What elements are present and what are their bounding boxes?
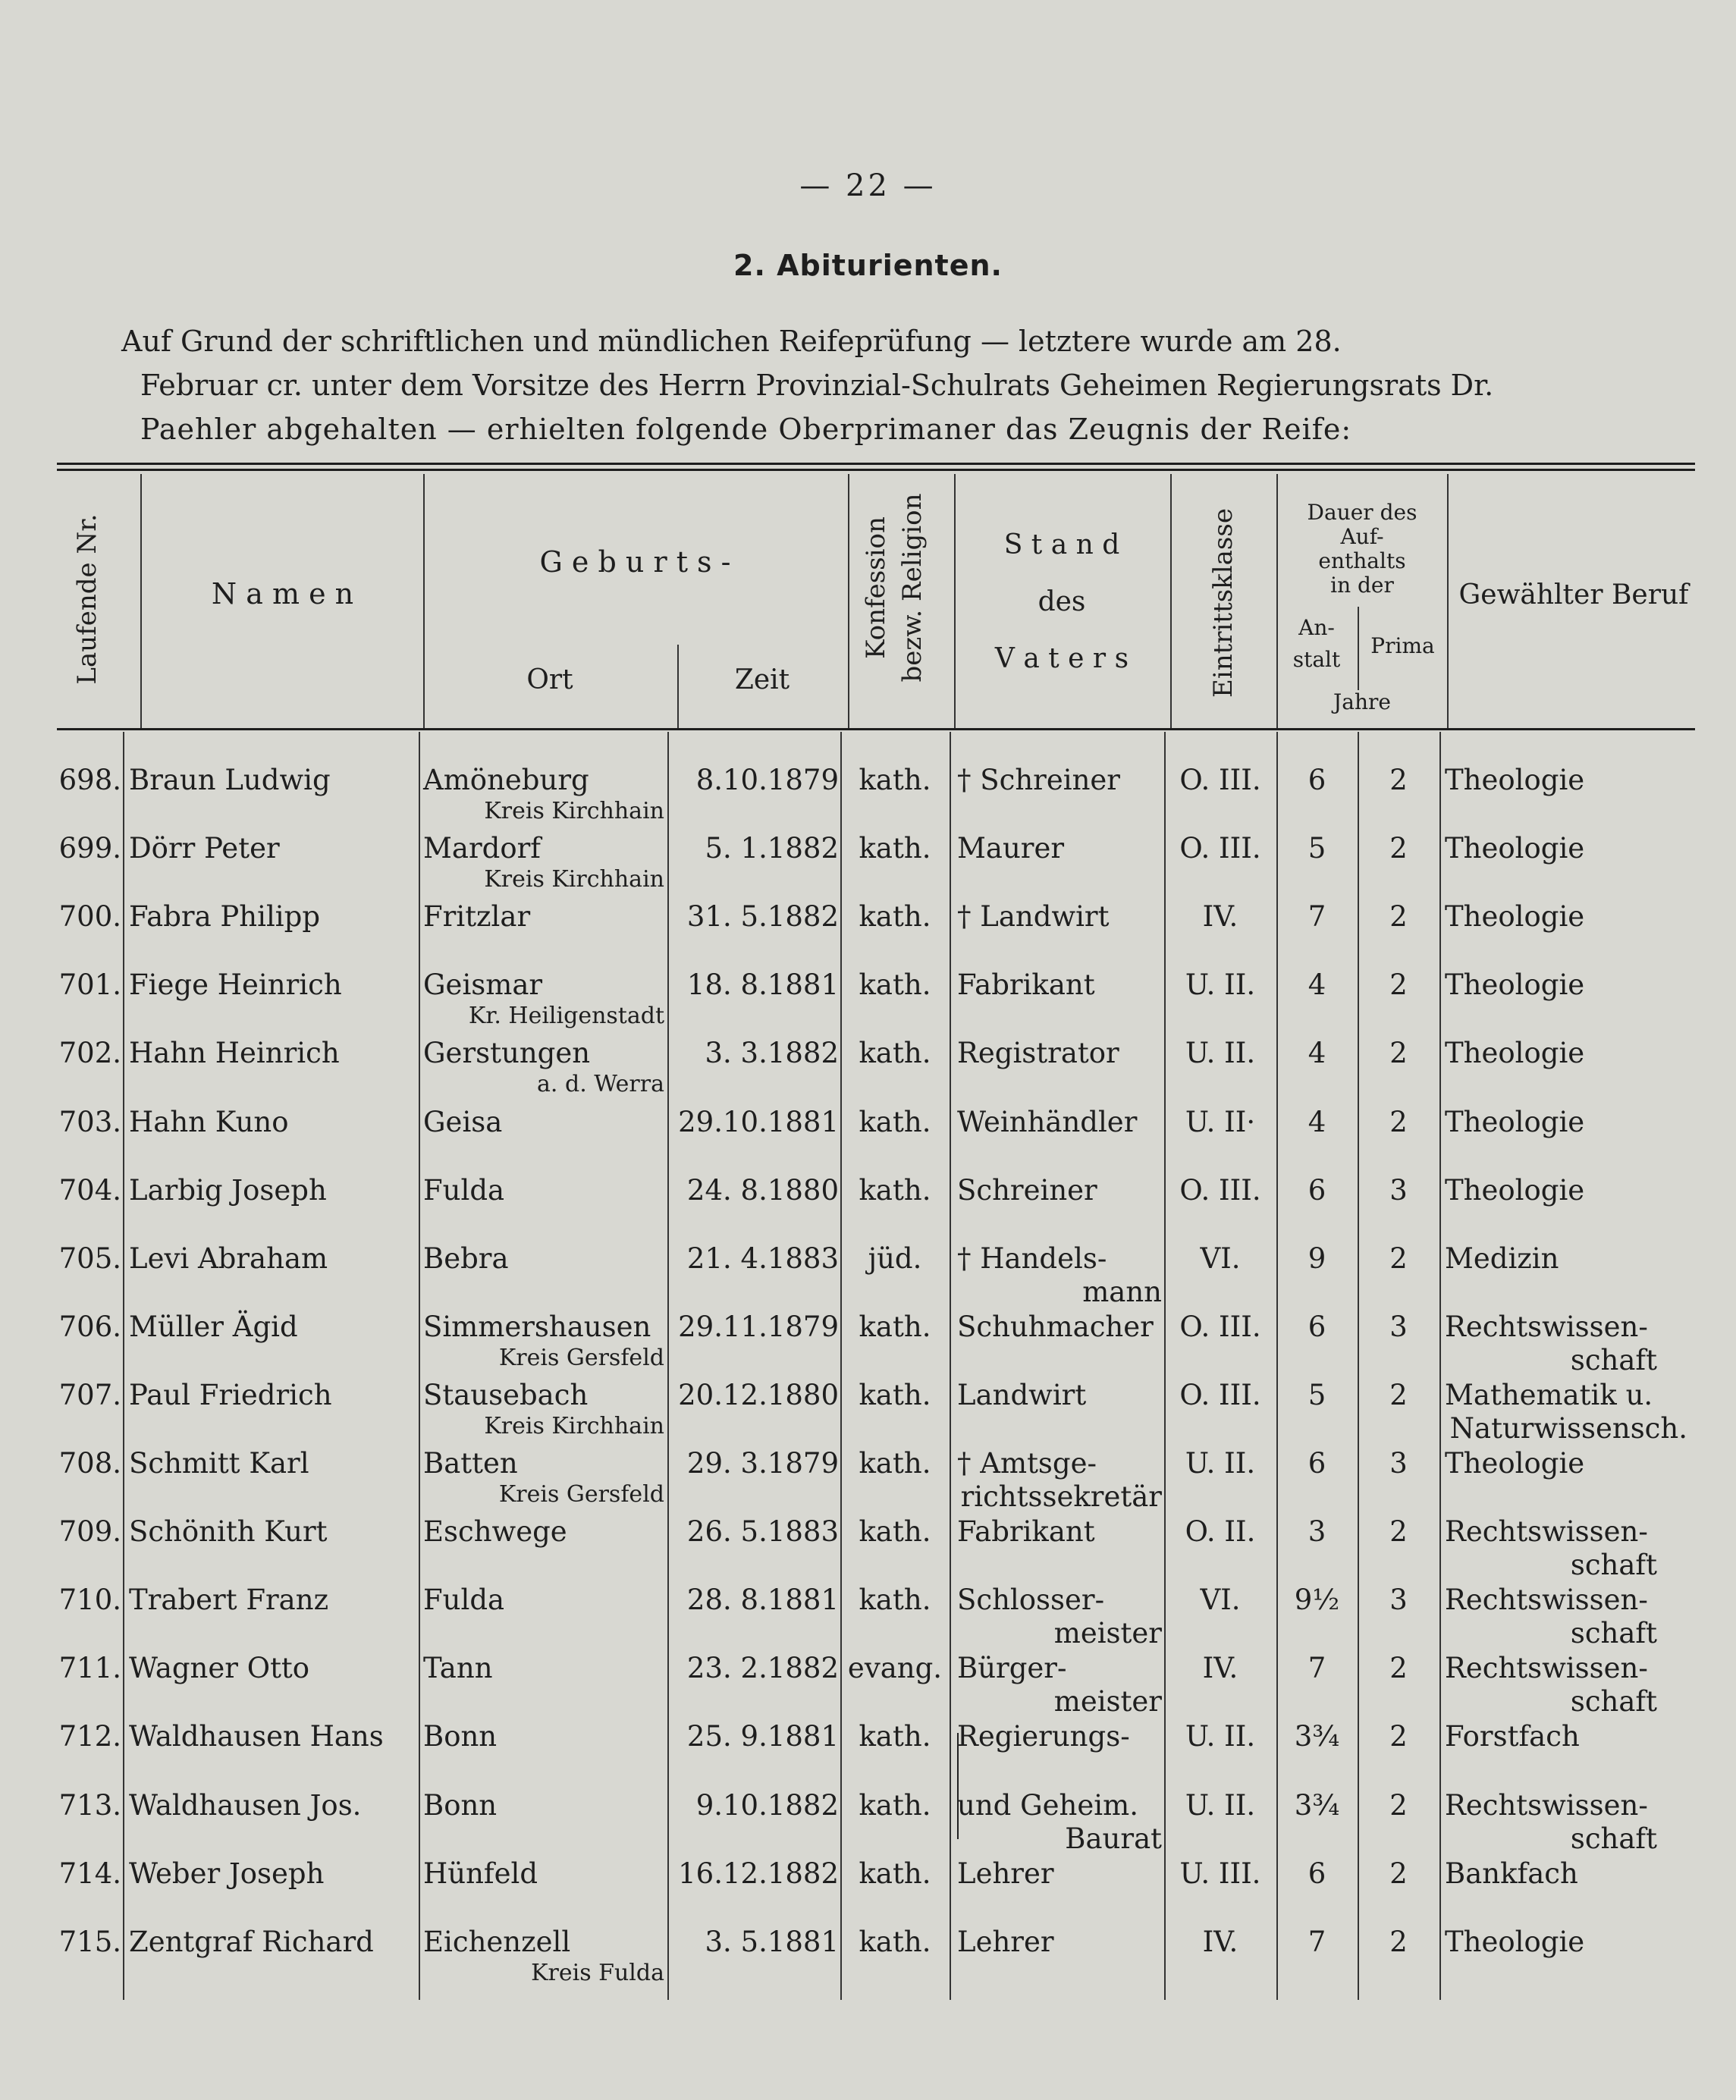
cell-prima: 3: [1389, 1447, 1408, 1480]
cell-eintrittsklasse: O. III.: [1179, 832, 1261, 865]
cell-anstalt: 4: [1307, 1037, 1326, 1070]
header-jahre: Jahre: [1333, 689, 1391, 714]
cell-zeit: 28. 8.1881: [686, 1584, 839, 1617]
cell-beruf: Bankfach: [1445, 1857, 1578, 1890]
col-divider: [950, 732, 951, 2000]
cell-ort: Fulda: [423, 1173, 505, 1207]
section-title: 2. Abiturienten.: [733, 249, 1003, 282]
cell-prima: 2: [1389, 1378, 1408, 1411]
intro-line-1: Auf Grund der schriftlichen und mündlichen Reifeprüfung — letztere wurde am 28.: [121, 325, 1342, 358]
cell-stand: Fabrikant: [957, 968, 1095, 1002]
cell-stand: Regierungs-: [957, 1720, 1130, 1753]
cell-nr: 703.: [58, 1105, 121, 1138]
cell-anstalt: 3: [1307, 1515, 1326, 1549]
cell-prima: 2: [1389, 1652, 1408, 1685]
cell-zeit: 21. 4.1883: [686, 1241, 839, 1275]
cell-nr: 709.: [58, 1515, 121, 1549]
cell-eintrittsklasse: O. III.: [1179, 1173, 1261, 1207]
cell-prima: 2: [1389, 1105, 1408, 1138]
cell-ort: Fritzlar: [423, 900, 531, 934]
cell-beruf: Theologie: [1445, 968, 1585, 1002]
cell-nr: 700.: [58, 900, 121, 934]
cell-eintrittsklasse: VI.: [1200, 1241, 1241, 1275]
cell-konfession: kath.: [859, 1310, 931, 1343]
cell-ort-kreis: Kr. Heiligenstadt: [468, 1003, 664, 1030]
cell-zeit: 20.12.1880: [678, 1378, 839, 1411]
cell-beruf-cont: schaft: [1570, 1617, 1657, 1650]
cell-nr: 707.: [58, 1378, 121, 1411]
cell-prima: 2: [1389, 832, 1408, 865]
cell-eintrittsklasse: U. II.: [1185, 1788, 1256, 1822]
cell-konfession: kath.: [859, 1037, 931, 1070]
cell-stand: † Landwirt: [957, 900, 1110, 934]
header-dauer-4: in der: [1330, 573, 1394, 598]
cell-ort: Gerstungen: [423, 1037, 591, 1070]
header-religion: bezw. Religion: [897, 493, 928, 683]
cell-nr: 711.: [58, 1652, 121, 1685]
cell-zeit: 31. 5.1882: [686, 900, 839, 934]
cell-eintrittsklasse: O. II.: [1185, 1515, 1256, 1549]
cell-beruf: Rechtswissen-: [1445, 1515, 1648, 1549]
cell-eintrittsklasse: O. III.: [1179, 764, 1261, 796]
cell-name: Levi Abraham: [129, 1241, 328, 1275]
cell-nr: 705.: [58, 1241, 121, 1275]
cell-zeit: 24. 8.1880: [686, 1173, 839, 1207]
cell-nr: 698.: [58, 764, 121, 796]
col-divider: [419, 732, 420, 2000]
cell-nr: 710.: [58, 1584, 121, 1617]
cell-name: Waldhausen Jos.: [129, 1788, 362, 1822]
cell-nr: 715.: [58, 1925, 121, 1958]
cell-nr: 706.: [58, 1310, 121, 1343]
cell-name: Dörr Peter: [129, 832, 280, 865]
cell-prima: 3: [1389, 1173, 1408, 1207]
col-divider: [667, 732, 669, 2000]
cell-konfession: kath.: [859, 832, 931, 865]
cell-ort: Eschwege: [423, 1515, 567, 1549]
cell-prima: 2: [1389, 1788, 1408, 1822]
cell-beruf: Rechtswissen-: [1445, 1584, 1648, 1617]
cell-stand-cont: meister: [1053, 1617, 1162, 1650]
cell-konfession: jüd.: [868, 1241, 922, 1275]
cell-eintrittsklasse: U. III.: [1179, 1857, 1261, 1890]
cell-anstalt: 7: [1307, 1652, 1326, 1685]
header-konfession: Konfession: [861, 516, 891, 659]
cell-eintrittsklasse: O. III.: [1179, 1310, 1261, 1343]
cell-name: Fabra Philipp: [129, 900, 321, 934]
table-top-rule-1: [57, 463, 1695, 465]
cell-prima: 2: [1389, 1515, 1408, 1549]
cell-konfession: kath.: [859, 968, 931, 1002]
cell-stand-cont: richtssekretär: [960, 1480, 1162, 1513]
cell-beruf-cont: schaft: [1570, 1343, 1657, 1376]
cell-beruf: Theologie: [1445, 1105, 1585, 1138]
cell-stand: Landwirt: [957, 1378, 1087, 1411]
cell-stand: Schlosser-: [957, 1584, 1105, 1617]
cell-stand: Bürger-: [957, 1652, 1067, 1685]
cell-stand: Maurer: [957, 832, 1065, 865]
cell-beruf: Rechtswissen-: [1445, 1310, 1648, 1343]
table-top-rule-2: [57, 469, 1695, 471]
col-divider: [1439, 732, 1441, 2000]
cell-beruf: Medizin: [1445, 1241, 1559, 1275]
cell-stand: Lehrer: [957, 1857, 1054, 1890]
cell-anstalt: 6: [1307, 1310, 1326, 1343]
header-prima: Prima: [1370, 633, 1435, 658]
cell-beruf: Rechtswissen-: [1445, 1652, 1648, 1685]
header-des: des: [1038, 586, 1086, 617]
cell-ort: Bonn: [423, 1720, 498, 1753]
cell-konfession: kath.: [859, 1720, 931, 1753]
cell-eintrittsklasse: IV.: [1202, 1925, 1238, 1958]
cell-beruf-cont: schaft: [1570, 1822, 1657, 1855]
cell-stand: Schuhmacher: [957, 1310, 1154, 1343]
cell-ort: Fulda: [423, 1584, 505, 1617]
cell-zeit: 3. 5.1881: [705, 1925, 839, 1958]
cell-zeit: 26. 5.1883: [686, 1515, 839, 1549]
cell-prima: 2: [1389, 764, 1408, 796]
cell-prima: 2: [1389, 1720, 1408, 1753]
cell-name: Trabert Franz: [129, 1584, 329, 1617]
cell-eintrittsklasse: IV.: [1202, 900, 1238, 934]
cell-beruf: Mathematik u.: [1445, 1378, 1653, 1411]
cell-ort: Bonn: [423, 1788, 498, 1822]
cell-prima: 2: [1389, 1241, 1408, 1275]
cell-prima: 3: [1389, 1584, 1408, 1617]
cell-beruf: Theologie: [1445, 764, 1585, 796]
header-beruf: Gewählter Beruf: [1458, 579, 1689, 611]
cell-ort: Amöneburg: [423, 764, 589, 796]
cell-stand: † Schreiner: [957, 764, 1120, 796]
cell-konfession: kath.: [859, 1584, 931, 1617]
col-divider: [123, 732, 124, 2000]
cell-zeit: 25. 9.1881: [686, 1720, 839, 1753]
cell-konfession: kath.: [859, 1515, 931, 1549]
header-dauer-1: Dauer des: [1307, 500, 1417, 525]
cell-konfession: kath.: [859, 1788, 931, 1822]
cell-zeit: 29.11.1879: [678, 1310, 839, 1343]
cell-name: Schmitt Karl: [129, 1447, 309, 1480]
cell-zeit: 29. 3.1879: [686, 1447, 839, 1480]
cell-name: Schönith Kurt: [129, 1515, 328, 1549]
cell-zeit: 29.10.1881: [678, 1105, 839, 1138]
cell-eintrittsklasse: IV.: [1202, 1652, 1238, 1685]
cell-anstalt: 5: [1307, 1378, 1326, 1411]
cell-ort: Eichenzell: [423, 1925, 571, 1958]
cell-konfession: kath.: [859, 1447, 931, 1480]
cell-stand: Registrator: [957, 1037, 1119, 1070]
cell-anstalt: 6: [1307, 1173, 1326, 1207]
cell-nr: 708.: [58, 1447, 121, 1480]
header-stand: S t a n d: [1003, 529, 1120, 560]
cell-konfession: kath.: [859, 1378, 931, 1411]
cell-nr: 714.: [58, 1857, 121, 1890]
cell-nr: 704.: [58, 1173, 121, 1207]
cell-konfession: kath.: [859, 1925, 931, 1958]
cell-konfession: kath.: [859, 900, 931, 934]
cell-anstalt: 4: [1307, 968, 1326, 1002]
cell-ort: Mardorf: [423, 832, 541, 865]
cell-beruf-cont: schaft: [1570, 1549, 1657, 1582]
cell-eintrittsklasse: O. III.: [1179, 1378, 1261, 1411]
cell-name: Hahn Heinrich: [129, 1037, 340, 1070]
cell-anstalt: 3¾: [1294, 1720, 1340, 1753]
cell-konfession: kath.: [859, 1173, 931, 1207]
cell-stand: † Amtsge-: [957, 1447, 1097, 1480]
cell-beruf: Rechtswissen-: [1445, 1788, 1648, 1822]
cell-ort-kreis: Kreis Gersfeld: [498, 1344, 664, 1371]
header-anstalt-2: stalt: [1292, 647, 1341, 672]
cell-beruf-cont: Naturwissensch.: [1449, 1411, 1687, 1445]
cell-nr: 713.: [58, 1788, 121, 1822]
hdr-divider: [848, 474, 849, 728]
cell-stand: und Geheim.: [957, 1788, 1138, 1822]
cell-zeit: 16.12.1882: [678, 1857, 839, 1890]
cell-anstalt: 7: [1307, 1925, 1326, 1958]
cell-name: Larbig Joseph: [129, 1173, 327, 1207]
cell-konfession: evang.: [847, 1652, 943, 1685]
cell-eintrittsklasse: U. II.: [1185, 968, 1256, 1002]
cell-name: Fiege Heinrich: [129, 968, 342, 1002]
cell-beruf: Theologie: [1445, 1447, 1585, 1480]
page-number: — 22 —: [799, 168, 937, 203]
cell-beruf: Theologie: [1445, 1925, 1585, 1958]
cell-eintrittsklasse: VI.: [1200, 1584, 1241, 1617]
cell-name: Braun Ludwig: [129, 764, 331, 796]
cell-ort-kreis: a. d. Werra: [537, 1071, 664, 1098]
cell-ort-kreis: Kreis Gersfeld: [498, 1481, 664, 1508]
header-dauer-2: Auf-: [1340, 524, 1384, 549]
cell-zeit: 18. 8.1881: [686, 968, 839, 1002]
cell-stand: Lehrer: [957, 1925, 1054, 1958]
cell-prima: 2: [1389, 1037, 1408, 1070]
cell-nr: 702.: [58, 1037, 121, 1070]
cell-konfession: kath.: [859, 1105, 931, 1138]
intro-line-2: Februar cr. unter dem Vorsitze des Herrn Provinzial-Schulrats Geheimen Regierungsrats Dr.: [140, 369, 1494, 402]
cell-anstalt: 6: [1307, 764, 1326, 796]
cell-name: Paul Friedrich: [129, 1378, 332, 1411]
cell-beruf: Theologie: [1445, 1037, 1585, 1070]
cell-prima: 2: [1389, 1857, 1408, 1890]
cell-konfession: kath.: [859, 1857, 931, 1890]
cell-ort-kreis: Kreis Kirchhain: [484, 866, 664, 893]
header-ort: Ort: [526, 664, 573, 695]
cell-prima: 2: [1389, 900, 1408, 934]
cell-prima: 2: [1389, 1925, 1408, 1958]
cell-beruf: Theologie: [1445, 1173, 1585, 1207]
cell-beruf-cont: schaft: [1570, 1685, 1657, 1719]
hdr-divider: [140, 474, 142, 728]
hdr-divider: [1276, 474, 1278, 728]
cell-stand: † Handels-: [957, 1241, 1107, 1275]
cell-beruf: Theologie: [1445, 832, 1585, 865]
cell-beruf: Theologie: [1445, 900, 1585, 934]
cell-stand: Weinhändler: [957, 1105, 1138, 1138]
cell-ort: Hünfeld: [423, 1857, 538, 1890]
cell-ort: Simmershausen: [423, 1310, 651, 1343]
header-anstalt-1: An-: [1298, 615, 1335, 640]
cell-name: Müller Ägid: [129, 1310, 298, 1343]
cell-zeit: 23. 2.1882: [686, 1652, 839, 1685]
cell-nr: 712.: [58, 1720, 121, 1753]
cell-nr: 701.: [58, 968, 121, 1002]
cell-ort: Tann: [423, 1652, 493, 1685]
cell-ort: Bebra: [423, 1241, 509, 1275]
cell-name: Hahn Kuno: [129, 1105, 289, 1138]
header-laufende-nr: Laufende Nr.: [72, 513, 102, 685]
cell-anstalt: 4: [1307, 1105, 1326, 1138]
cell-anstalt: 6: [1307, 1447, 1326, 1480]
cell-ort-kreis: Kreis Fulda: [531, 1959, 664, 1986]
cell-beruf: Forstfach: [1445, 1720, 1580, 1753]
cell-name: Wagner Otto: [129, 1652, 310, 1685]
cell-konfession: kath.: [859, 764, 931, 796]
cell-zeit: 8.10.1879: [695, 764, 839, 796]
cell-prima: 3: [1389, 1310, 1408, 1343]
cell-zeit: 3. 3.1882: [705, 1037, 839, 1070]
cell-anstalt: 7: [1307, 900, 1326, 934]
cell-anstalt: 9½: [1294, 1584, 1340, 1617]
cell-stand-cont: mann: [1082, 1275, 1162, 1308]
cell-name: Weber Joseph: [129, 1857, 325, 1890]
intro-line-3: Paehler abgehalten — erhielten folgende Oberprimaner das Zeugnis der Reife:: [140, 413, 1352, 446]
header-geburts: G e b u r t s -: [539, 545, 731, 579]
cell-zeit: 9.10.1882: [695, 1788, 839, 1822]
cell-zeit: 5. 1.1882: [705, 832, 839, 865]
header-dauer-3: enthalts: [1318, 548, 1406, 573]
cell-anstalt: 9: [1307, 1241, 1326, 1275]
cell-eintrittsklasse: U. II·: [1185, 1105, 1256, 1138]
cell-eintrittsklasse: U. II.: [1185, 1720, 1256, 1753]
cell-ort-kreis: Kreis Kirchhain: [484, 1412, 664, 1439]
cell-stand-cont: Baurat: [1065, 1822, 1162, 1855]
cell-anstalt: 3¾: [1294, 1788, 1340, 1822]
cell-prima: 2: [1389, 968, 1408, 1002]
cell-ort: Batten: [423, 1447, 518, 1480]
header-namen: N a m e n: [211, 577, 354, 611]
cell-name: Zentgraf Richard: [129, 1925, 374, 1958]
cell-eintrittsklasse: U. II.: [1185, 1037, 1256, 1070]
cell-ort: Geisa: [423, 1105, 503, 1138]
cell-ort-kreis: Kreis Kirchhain: [484, 798, 664, 824]
cell-anstalt: 6: [1307, 1857, 1326, 1890]
cell-ort: Geismar: [423, 968, 543, 1002]
cell-stand: Fabrikant: [957, 1515, 1095, 1549]
cell-anstalt: 5: [1307, 832, 1326, 865]
header-zeit: Zeit: [734, 664, 790, 695]
header-vaters: V a t e r s: [994, 643, 1129, 674]
cell-nr: 699.: [58, 832, 121, 865]
cell-ort: Stausebach: [423, 1378, 589, 1411]
header-eintrittsklasse: Eintrittsklasse: [1208, 508, 1238, 698]
cell-name: Waldhausen Hans: [129, 1720, 384, 1753]
header-bottom-rule: [57, 728, 1695, 730]
cell-stand: Schreiner: [957, 1173, 1097, 1207]
hdr-divider: [1170, 474, 1172, 728]
cell-eintrittsklasse: U. II.: [1185, 1447, 1256, 1480]
cell-stand-cont: meister: [1053, 1685, 1162, 1719]
